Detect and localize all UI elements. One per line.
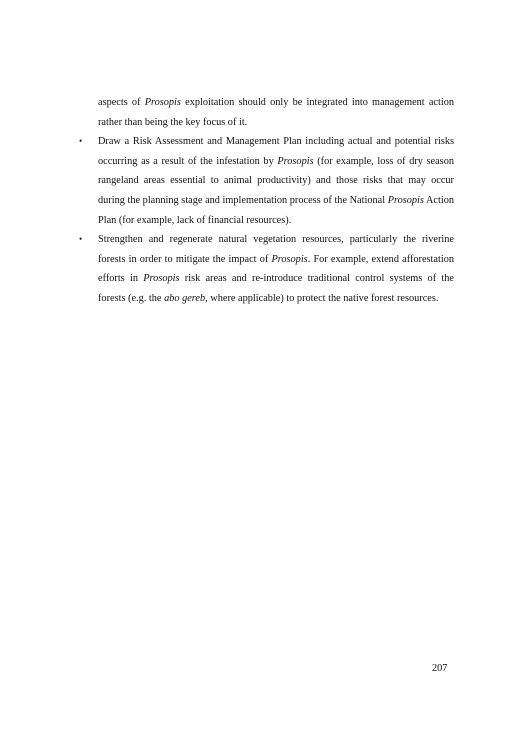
bullet-italic-term: abo gereb — [164, 292, 206, 304]
intro-text: exploitation should only be integrated into management action rather than being the key focus of it. — [98, 97, 455, 128]
bullet-italic-term: Prosopis — [271, 253, 308, 265]
bullet-text: , where applicable) to protect the native forest resources. — [205, 292, 439, 304]
bullet-icon: • — [79, 234, 83, 245]
bullet-text: Action Plan (for example, lack of financial resources). — [98, 194, 454, 226]
bullet-text: . For example, extend afforestation efforts in — [98, 253, 454, 285]
bullet-italic-term: Prosopis — [143, 273, 180, 285]
intro-paragraph — [98, 93, 454, 132]
intro-italic-term: Prosopis — [144, 97, 181, 108]
bullet-text: Draw a Risk Assessment and Management Plan including actual and potential risks occurring as a result of the infestation by — [98, 136, 454, 167]
bullet-item — [79, 230, 454, 308]
bullet-list — [79, 132, 454, 308]
bullet-italic-term: Prosopis — [277, 155, 314, 167]
intro-text: aspects of — [98, 97, 145, 108]
bullet-text: Strengthen and regenerate natural vegetation resources, particularly the riverine forests in order to mitigate the impact of — [98, 234, 454, 265]
bullet-text: (for example, loss of dry season rangeland areas essential to animal productivity) and those risks that may occur during the planning stage and implementation process of the National — [98, 155, 454, 206]
bullet-icon: • — [79, 136, 83, 147]
page-number: 207 — [432, 663, 448, 674]
bullet-italic-term: Prosopis — [387, 194, 424, 206]
body-text — [79, 93, 455, 309]
bullet-item — [79, 132, 454, 230]
bullet-text: risk areas and re-introduce traditional control systems of the forests (e.g. the — [98, 273, 454, 304]
